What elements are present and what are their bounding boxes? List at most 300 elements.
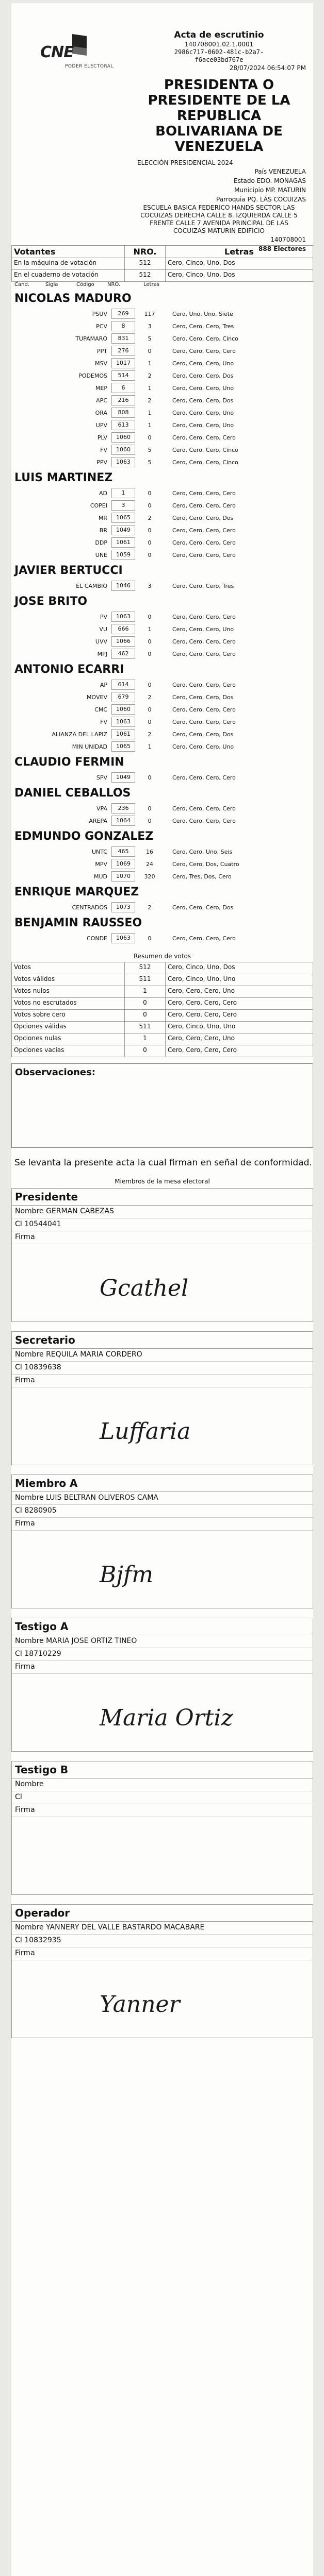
party-row [11,320,313,332]
party-sigla: MIN UNIDAD [72,743,107,750]
cne-logo [21,28,124,84]
signature-icon [12,1817,313,1894]
resumen-nro: 512 [125,962,166,974]
party-votes-letras: Cero, Cero, Cero, Cero [172,935,236,942]
observaciones-title: Observaciones: [15,1067,96,1078]
member-ci: CI 10832935 [12,1935,313,1947]
party-votes: 1 [148,625,152,633]
party-votes-letras: Cero, Cero, Cero, Cero [172,434,236,441]
resumen-nro: 0 [125,998,166,1010]
logo-subtitle: PODER ELECTORAL [65,64,114,69]
letras-head: Letras [166,246,313,258]
resumen-letras: Cero, Cero, Cero, Cero [166,1045,313,1057]
party-sigla: AP [100,681,107,688]
election-name: ELECCIÓN PRESIDENCIAL 2024 [137,159,233,166]
party-votes: 0 [148,502,152,509]
resumen-row [12,974,313,986]
estado: Estado EDO. MONAGAS [234,177,306,184]
member-box [11,1761,313,1895]
signature-icon [12,1531,313,1608]
party-code: 1070 [111,871,135,882]
party-row [11,858,313,870]
party-votes: 0 [148,718,152,725]
signature-text: Bjfm [100,1562,153,1588]
party-sigla: ALIANZA DEL LAPIZ [52,731,107,738]
party-votes-letras: Cero, Cero, Cero, Uno [172,409,234,416]
party-votes-letras: Cero, Uno, Uno, Siete [172,310,233,317]
party-votes: 3 [148,582,152,589]
party-votes: 0 [148,527,152,534]
party-row [11,771,313,784]
party-votes: 0 [148,650,152,657]
party-row [11,635,313,648]
party-sigla: UPV [95,421,107,429]
resumen-nro: 0 [125,1045,166,1057]
resumen-letras: Cero, Cero, Cero, Cero [166,1010,313,1022]
party-votes-letras: Cero, Cero, Cero, Cero [172,817,236,824]
electores: 888 Electores [258,245,306,252]
candidate-name: JAVIER BERTUCCI [14,564,123,577]
party-sigla: ORA [95,409,107,416]
party-votes: 2 [148,514,152,521]
party-code: 679 [111,692,135,702]
member-box [11,1904,313,2038]
member-ci: CI [12,1791,313,1804]
party-votes-letras: Cero, Cero, Cero, Cero [172,551,236,558]
party-votes: 0 [148,774,152,781]
party-votes: 0 [148,681,152,688]
member-signature [12,1674,313,1751]
party-votes: 1 [148,743,152,750]
resumen-nro: 1 [125,1033,166,1045]
member-signature [12,1960,313,2038]
party-code: 1069 [111,859,135,869]
party-votes: 0 [148,638,152,645]
party-sigla: PSUV [92,310,107,317]
party-code: 514 [111,370,135,381]
party-votes-letras: Cero, Cero, Cero, Cinco [172,459,238,466]
party-code: 1065 [111,741,135,752]
election-title: PRESIDENTA O PRESIDENTE DE LA REPUBLICA BOLIVARIANA DE VENEZUELA [148,77,290,155]
sigla-head: Sigla [45,282,58,287]
party-code: 614 [111,680,135,690]
party-votes: 24 [146,860,153,868]
signature-icon [12,1244,313,1321]
party-code: 216 [111,395,135,405]
party-code: 1061 [111,729,135,739]
party-sigla: UNE [95,551,107,558]
party-row [11,394,313,406]
members-title: Miembros de la mesa electoral [115,1178,210,1185]
party-code: 1017 [111,358,135,368]
party-votes-letras: Cero, Cero, Cero, Dos [172,904,234,911]
candidate-name: LUIS MARTINEZ [14,471,113,484]
party-sigla: CMC [94,706,107,713]
party-votes-letras: Cero, Cero, Cero, Uno [172,743,234,750]
party-votes-letras: Cero, Cero, Cero, Cero [172,539,236,546]
party-votes-letras: Cero, Cero, Cero, Cero [172,774,236,781]
candidate-name: DANIEL CEBALLOS [14,787,131,800]
party-votes-letras: Cero, Cero, Cero, Uno [172,421,234,429]
party-votes-letras: Cero, Cero, Cero, Cero [172,706,236,713]
party-votes: 0 [148,539,152,546]
candidates-list [11,292,313,944]
member-nombre: Nombre REQUILA MARIA CORDERO [12,1349,313,1362]
resumen-nro: 511 [125,1022,166,1033]
party-votes: 1 [148,384,152,392]
party-row [11,549,313,561]
codigo-head: Código [76,282,94,287]
party-row [11,431,313,444]
resumen-table [11,962,313,1057]
party-code: 3 [111,500,135,511]
resumen-label: Votos válidos [12,974,125,986]
party-votes: 5 [148,335,152,342]
letras-subhead: Letras [143,282,159,287]
party-votes-letras: Cero, Cero, Cero, Cero [172,638,236,645]
candidate-name: EDMUNDO GONZALEZ [14,830,154,843]
party-votes-letras: Cero, Cero, Dos, Cuatro [172,860,239,868]
party-row [11,901,313,913]
party-row [11,611,313,623]
candidate-name: BENJAMIN RAUSSEO [14,917,142,929]
party-votes-letras: Cero, Cero, Cero, Cero [172,650,236,657]
party-sigla: MSV [95,360,107,367]
party-code: 1063 [111,717,135,727]
acta-timestamp: 28/07/2024 06:54:07 PM [229,64,306,72]
party-row [11,740,313,753]
party-code: 1060 [111,704,135,715]
party-votes: 2 [148,397,152,404]
party-code: 1065 [111,513,135,523]
party-row [11,499,313,512]
acta-title: Acta de escrutinio [174,30,264,40]
party-sigla: VPA [96,805,107,812]
party-votes-letras: Cero, Cero, Cero, Dos [172,731,234,738]
party-sigla: CONDE [87,935,107,942]
party-code: 1061 [111,537,135,548]
party-votes: 0 [148,489,152,497]
party-votes-letras: Cero, Cero, Cero, Tres [172,582,234,589]
resumen-letras: Cero, Cero, Cero, Uno [166,986,313,998]
party-row [11,623,313,635]
acta-receipt [11,3,313,2576]
party-code: 613 [111,420,135,430]
acta-hash: 2986c717-0602-481c-b2a7-f6ace03bd767e [174,48,264,63]
party-votes: 16 [146,848,153,855]
party-sigla: EL CAMBIO [76,582,107,589]
candidate-name: CLAUDIO FERMIN [14,756,124,769]
member-ci: CI 8280905 [12,1505,313,1518]
party-votes: 2 [148,731,152,738]
party-code: 1063 [111,933,135,943]
votantes-maquina-label: En la máquina de votación [12,258,125,270]
party-votes: 0 [148,613,152,620]
member-firma-label: Firma [12,1947,313,1960]
party-sigla: APC [96,397,107,404]
votantes-head: Votantes [12,246,125,258]
votantes-cuaderno-nro: 512 [125,270,166,282]
candidate-name: NICOLAS MADURO [14,292,132,305]
party-sigla: COPEI [90,502,107,509]
party-sigla: PPT [97,347,107,354]
party-votes: 2 [148,693,152,701]
resumen-row [12,1022,313,1033]
party-sigla: MR [98,514,107,521]
column-heads [11,282,313,289]
party-votes: 0 [148,935,152,942]
party-votes-letras: Cero, Cero, Cero, Dos [172,514,234,521]
member-box [11,1618,313,1752]
party-votes-letras: Cero, Cero, Cero, Uno [172,625,234,633]
party-row [11,345,313,357]
party-row [11,419,313,431]
signature-icon [12,1387,313,1465]
party-sigla: FV [100,718,107,725]
party-row [11,703,313,716]
member-firma-label: Firma [12,1661,313,1674]
party-votes: 117 [144,310,155,317]
party-row [11,444,313,456]
party-row [11,536,313,549]
party-row [11,802,313,815]
member-firma-label: Firma [12,1231,313,1244]
codigo-centro: 140708001 [270,236,306,243]
resumen-row [12,1045,313,1057]
party-code: 1064 [111,816,135,826]
member-ci: CI 18710229 [12,1648,313,1661]
resumen-label: Opciones vacías [12,1045,125,1057]
member-firma-label: Firma [12,1375,313,1387]
party-votes: 0 [148,706,152,713]
party-sigla: MEP [95,384,107,392]
member-signature [12,1817,313,1894]
member-box [11,1188,313,1322]
resumen-row [12,1033,313,1045]
party-code: 666 [111,624,135,634]
party-code: 1 [111,488,135,498]
member-ci: CI 10839638 [12,1362,313,1375]
party-code: 808 [111,408,135,418]
parroquia: Parroquia PQ. LAS COCUIZAS [216,196,306,203]
logo-text: CNE [40,43,74,61]
resumen-row [12,998,313,1010]
party-sigla: MUD [93,873,107,880]
party-sigla: CENTRADOS [72,904,107,911]
votantes-maquina-letras: Cero, Cinco, Uno, Dos [166,258,313,270]
party-row [11,308,313,320]
party-votes-letras: Cero, Cero, Cero, Dos [172,397,234,404]
resumen-row [12,962,313,974]
resumen-letras: Cero, Cinco, Uno, Dos [166,962,313,974]
party-votes-letras: Cero, Cero, Cero, Cero [172,347,236,354]
member-firma-label: Firma [12,1804,313,1817]
party-sigla: MPJ [97,650,107,657]
resumen-title: Resumen de votos [133,953,191,960]
party-votes-letras: Cero, Cero, Cero, Cinco [172,335,238,342]
party-votes: 320 [144,873,155,880]
party-sigla: FV [100,446,107,453]
party-row [11,932,313,944]
party-row [11,524,313,536]
party-code: 1046 [111,581,135,591]
party-votes: 0 [148,551,152,558]
party-votes-letras: Cero, Cero, Uno, Seis [172,848,233,855]
party-sigla: PLV [97,434,107,441]
member-role: Testigo B [12,1761,313,1778]
party-code: 1063 [111,612,135,622]
party-votes: 0 [148,805,152,812]
party-votes: 5 [148,459,152,466]
resumen-letras: Cero, Cinco, Uno, Uno [166,974,313,986]
party-code: 236 [111,803,135,814]
party-sigla: AD [99,489,107,497]
party-sigla: PCV [96,323,107,330]
party-votes: 1 [148,360,152,367]
resumen-nro: 1 [125,986,166,998]
party-votes-letras: Cero, Tres, Dos, Cero [172,873,232,880]
party-row [11,456,313,468]
party-votes-letras: Cero, Cero, Cero, Dos [172,372,234,379]
resumen-letras: Cero, Cero, Cero, Cero [166,998,313,1010]
party-row [11,487,313,499]
resumen-label: Votos sobre cero [12,1010,125,1022]
party-code: 1060 [111,432,135,443]
member-signature [12,1244,313,1321]
party-code: 8 [111,321,135,331]
signature-text: Gcathel [100,1275,189,1301]
party-sigla: PODEMOS [78,372,107,379]
member-nombre: Nombre GERMAN CABEZAS [12,1206,313,1218]
resumen-label: Votos no escrutados [12,998,125,1010]
candidate-name: ENRIQUE MARQUEZ [14,886,139,899]
party-sigla: AREPA [89,817,107,824]
party-row [11,580,313,592]
member-role: Miembro A [12,1475,313,1492]
party-sigla: DDP [95,539,107,546]
member-signature [12,1531,313,1608]
party-votes-letras: Cero, Cero, Cero, Cero [172,718,236,725]
party-sigla: BR [99,527,107,534]
party-votes: 5 [148,446,152,453]
signature-text: Yanner [100,1991,180,2018]
signature-text: Luffaria [100,1418,191,1445]
resumen-label: Opciones válidas [12,1022,125,1033]
party-code: 276 [111,346,135,356]
party-votes: 1 [148,421,152,429]
party-votes: 0 [148,817,152,824]
member-role: Presidente [12,1189,313,1206]
votantes-maquina-nro: 512 [125,258,166,270]
signature-icon [12,1960,313,2038]
party-code: 1060 [111,445,135,455]
member-role: Testigo A [12,1618,313,1635]
pais: País VENEZUELA [254,168,306,175]
party-code: 1063 [111,457,135,467]
party-code: 465 [111,846,135,857]
party-code: 1049 [111,772,135,783]
party-votes: 0 [148,434,152,441]
member-role: Secretario [12,1332,313,1349]
party-row [11,332,313,345]
party-votes-letras: Cero, Cero, Cero, Cero [172,502,236,509]
party-votes-letras: Cero, Cero, Cero, Cero [172,489,236,497]
member-role: Operador [12,1905,313,1922]
party-row [11,728,313,740]
party-row [11,691,313,703]
signature-icon [12,1674,313,1751]
party-sigla: UNTC [91,848,107,855]
party-row [11,357,313,369]
candidate-name: JOSE BRITO [14,595,88,608]
party-votes-letras: Cero, Cero, Cero, Uno [172,384,234,392]
party-row [11,716,313,728]
party-code: 831 [111,333,135,344]
party-votes-letras: Cero, Cero, Cero, Tres [172,323,234,330]
municipio: Municipio MP. MATURIN [234,187,306,194]
party-code: 1066 [111,636,135,647]
party-code: 6 [111,383,135,393]
member-box [11,1331,313,1465]
resumen-nro: 0 [125,1010,166,1022]
party-votes: 2 [148,372,152,379]
member-nombre: Nombre LUIS BELTRAN OLIVEROS CAMA [12,1492,313,1505]
party-row [11,870,313,883]
party-votes: 1 [148,409,152,416]
member-nombre: Nombre YANNERY DEL VALLE BASTARDO MACABARE [12,1922,313,1935]
party-row [11,512,313,524]
party-row [11,815,313,827]
party-votes-letras: Cero, Cero, Cero, Uno [172,360,234,367]
candidate-name: ANTONIO ECARRI [14,663,124,676]
resumen-letras: Cero, Cinco, Uno, Uno [166,1022,313,1033]
party-votes-letras: Cero, Cero, Cero, Cinco [172,446,238,453]
resumen-label: Opciones nulas [12,1033,125,1045]
party-sigla: UVV [95,638,107,645]
party-sigla: TUPAMARO [75,335,107,342]
party-votes-letras: Cero, Cero, Cero, Dos [172,693,234,701]
party-row [11,679,313,691]
party-sigla: PV [100,613,107,620]
resumen-label: Votos nulos [12,986,125,998]
party-code: 1059 [111,550,135,560]
nro-head: NRO. [125,246,166,258]
member-box [11,1475,313,1608]
party-votes-letras: Cero, Cero, Cero, Cero [172,681,236,688]
party-code: 462 [111,649,135,659]
party-code: 269 [111,309,135,319]
members-list [11,1188,313,2038]
party-votes: 2 [148,904,152,911]
party-row [11,382,313,394]
party-votes: 0 [148,347,152,354]
resumen-nro: 511 [125,974,166,986]
votantes-cuaderno-label: En el cuaderno de votación [12,270,125,282]
party-sigla: MPV [95,860,107,868]
party-row [11,845,313,858]
party-sigla: MOVEV [87,693,107,701]
member-firma-label: Firma [12,1518,313,1531]
conformidad-note: Se levanta la presente acta la cual firman en señal de conformidad. [14,1158,312,1168]
member-nombre: Nombre MARIA JOSE ORTIZ TINEO [12,1635,313,1648]
nro-subhead: NRO. [107,282,121,287]
party-votes-letras: Cero, Cero, Cero, Cero [172,805,236,812]
resumen-letras: Cero, Cero, Cero, Uno [166,1033,313,1045]
signature-text: Maria Ortiz [100,1705,233,1731]
votantes-cuaderno-letras: Cero, Cinco, Uno, Dos [166,270,313,282]
party-code: 1073 [111,902,135,912]
cand-head: Cand. [14,282,29,287]
